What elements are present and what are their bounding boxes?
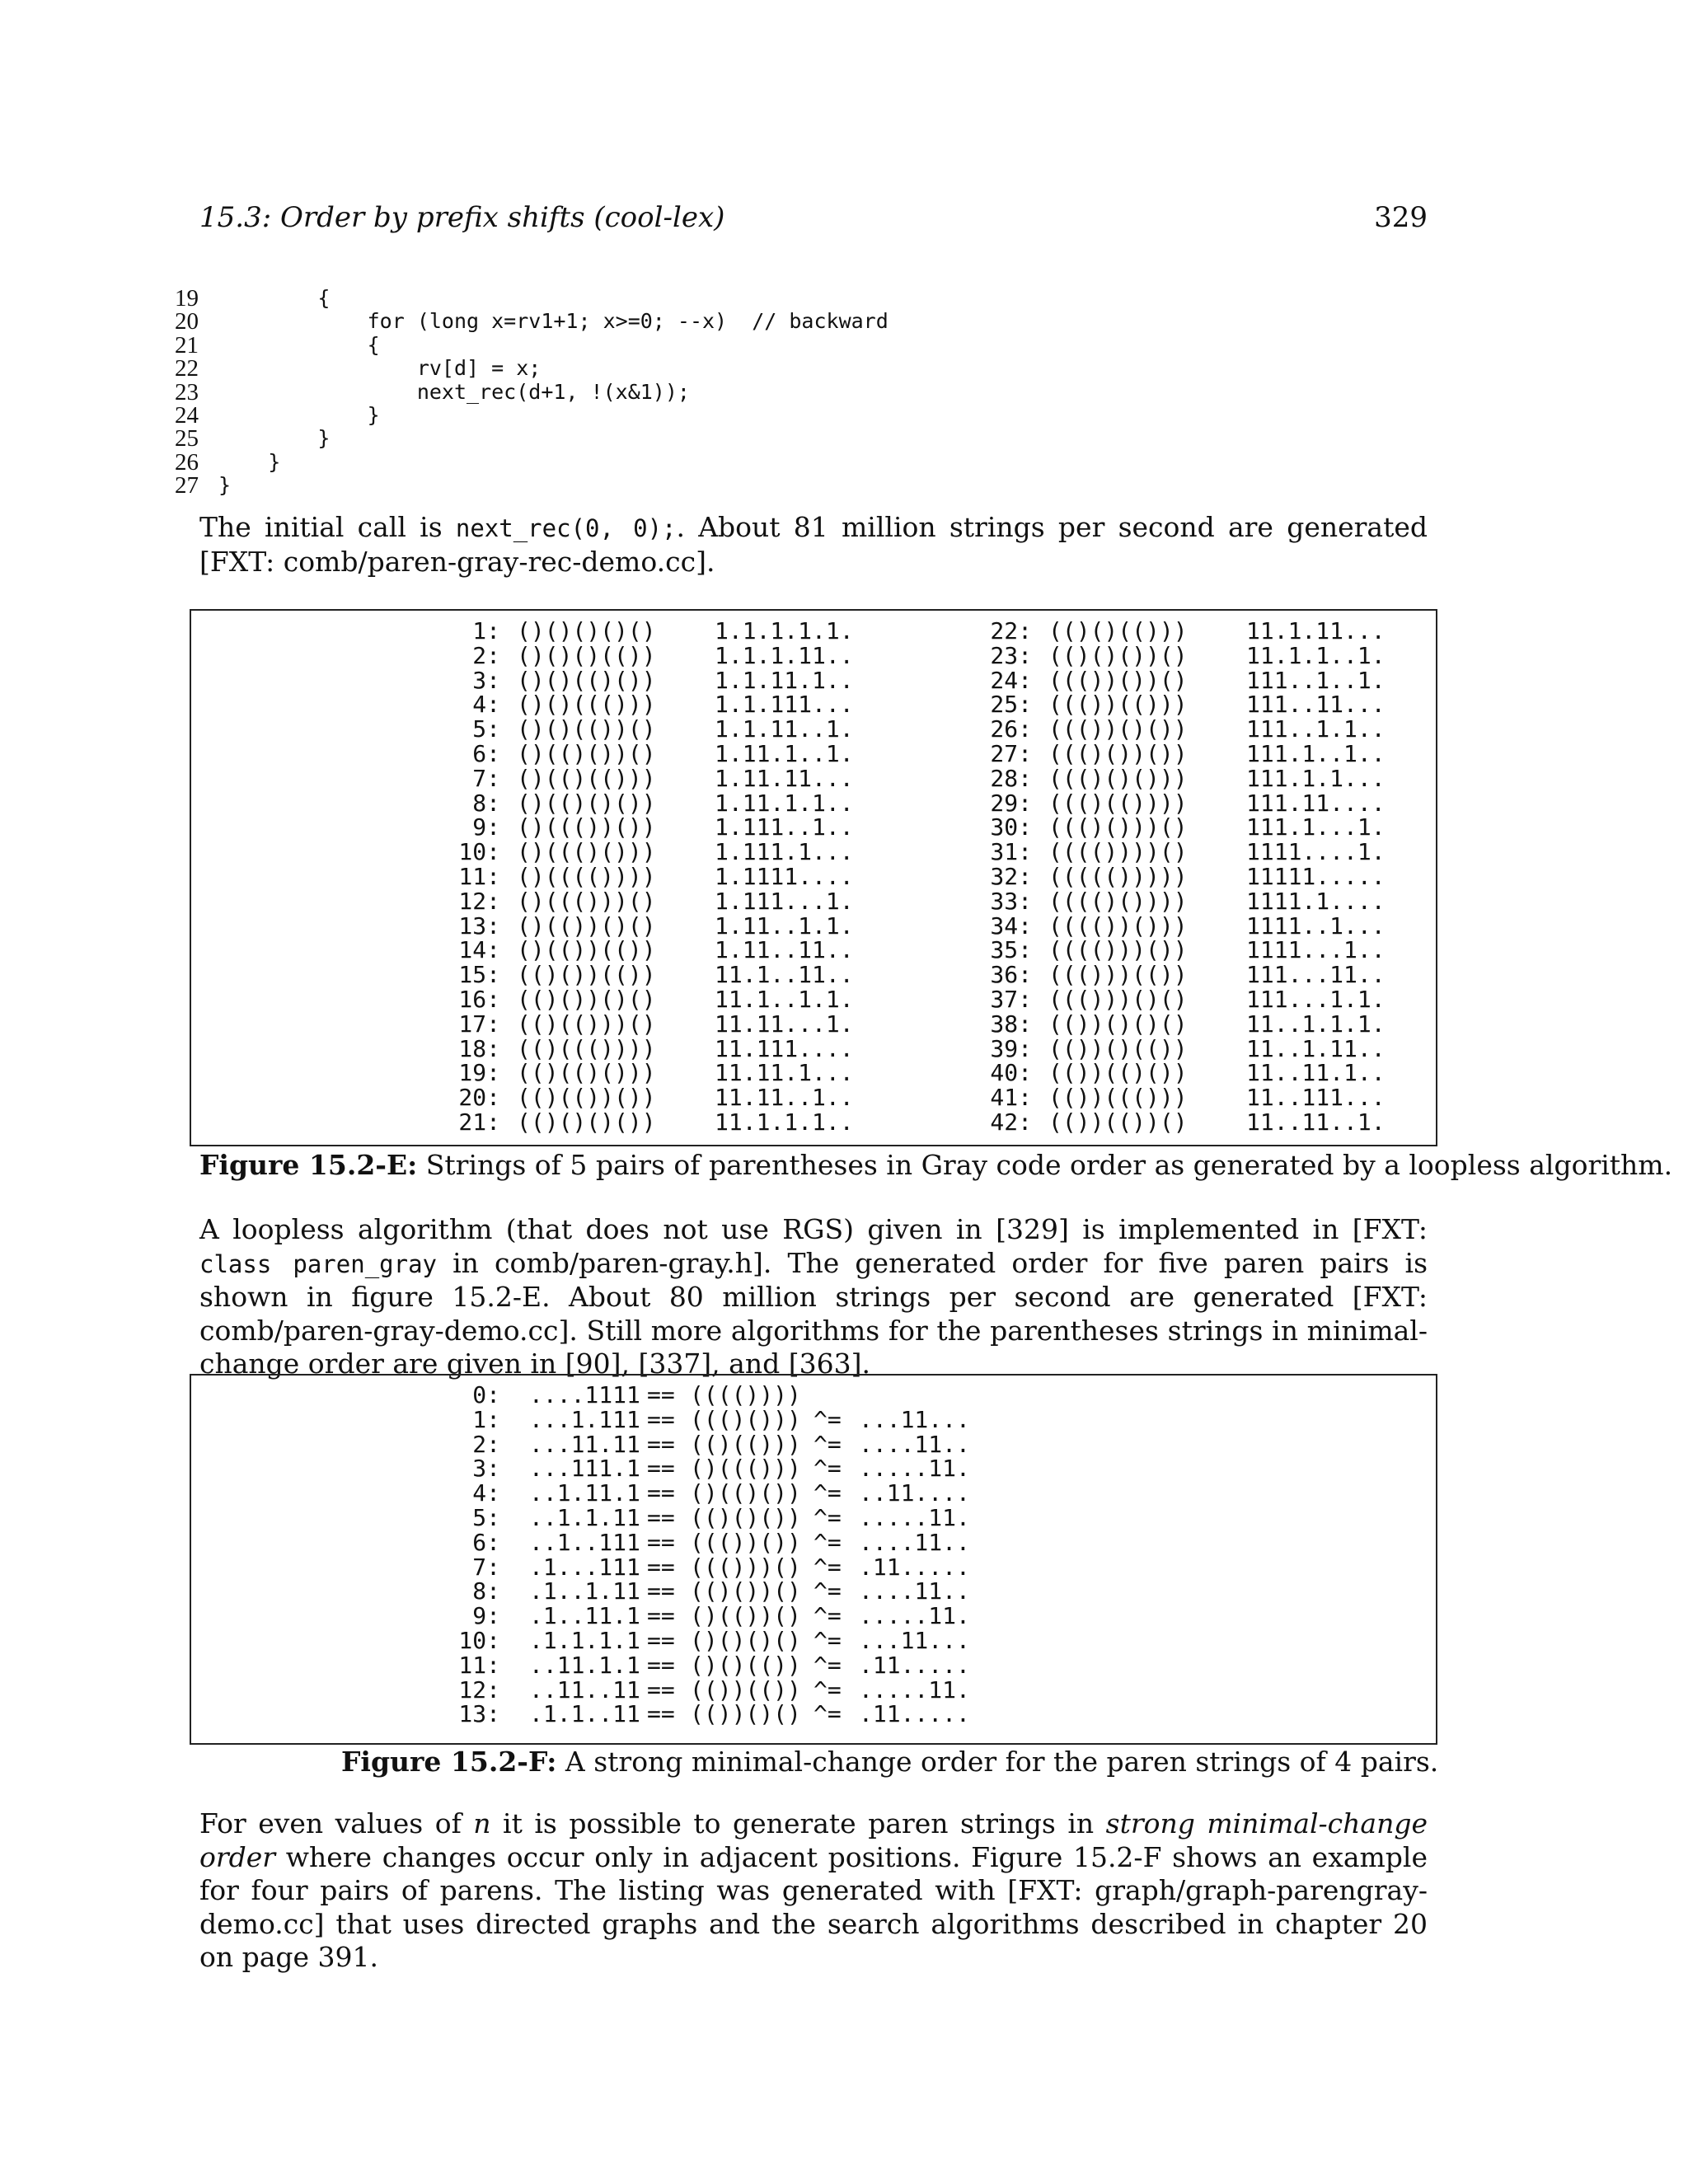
- code-line: [169, 425, 331, 452]
- code-line: [169, 401, 380, 429]
- inline-code: class paren_gray: [199, 1249, 437, 1278]
- delta-set: ..1.1.11: [529, 1504, 640, 1531]
- paren-string: ()(()())(): [517, 740, 656, 767]
- code-listing: [169, 285, 889, 499]
- delta-set: 111..1.1..: [1246, 715, 1386, 743]
- delta-set: 1.11.1..1.: [715, 740, 854, 767]
- line-number: 25: [175, 425, 199, 452]
- row-index: 4:: [472, 1479, 500, 1507]
- paren-string: (())(()): [690, 1675, 801, 1704]
- row-index: 24:: [990, 666, 1032, 694]
- code-line: [169, 285, 331, 312]
- paren-string: (()())(()): [517, 961, 656, 989]
- xor-difference: .....11.: [859, 1455, 970, 1483]
- paren-string: ((()())()): [1048, 740, 1188, 767]
- delta-set: 111..1..1.: [1246, 666, 1386, 694]
- row-index: 5:: [472, 715, 500, 743]
- line-number: 19: [175, 285, 199, 312]
- code-text: }: [218, 426, 331, 451]
- delta-set: 11..11.1..: [1246, 1059, 1386, 1087]
- equals-sign: ==: [647, 1405, 675, 1433]
- paren-string: ()()()(()): [517, 641, 656, 669]
- delta-set: ..1.11.1: [529, 1479, 640, 1507]
- paren-string: (()(())): [690, 1430, 801, 1458]
- line-number: 26: [175, 448, 199, 476]
- xor-difference: .11.....: [859, 1553, 970, 1581]
- row-index: 41:: [990, 1084, 1032, 1112]
- row-index: 38:: [990, 1010, 1032, 1038]
- delta-set: 1111..1...: [1246, 912, 1386, 940]
- equals-sign: ==: [647, 1700, 675, 1728]
- code-line: [169, 472, 232, 499]
- paren-string: (()()()): [690, 1504, 801, 1531]
- delta-set: 11.1.1..1.: [1246, 641, 1386, 669]
- code-text: rv[d] = x;: [218, 356, 542, 381]
- delta-set: .1.1..11: [529, 1700, 640, 1728]
- row-index: 40:: [990, 1059, 1032, 1087]
- row-index: 14:: [458, 936, 500, 964]
- delta-set: 1111...1..: [1246, 936, 1386, 964]
- paren-string: (((()()))): [1048, 887, 1188, 915]
- xor-difference: .11.....: [859, 1700, 970, 1728]
- delta-set: 1.111..1..: [715, 813, 854, 841]
- row-index: 25:: [990, 691, 1032, 719]
- page-number: 329: [1374, 201, 1428, 234]
- row-index: 20:: [458, 1084, 500, 1112]
- paren-string: ((()()())): [1048, 764, 1188, 792]
- paren-string: ()()(()): [690, 1651, 801, 1679]
- line-number: 27: [175, 472, 199, 499]
- row-index: 1:: [472, 1405, 500, 1433]
- delta-set: 11.1.11...: [1246, 617, 1386, 644]
- paren-string: ((())()): [690, 1528, 801, 1556]
- delta-set: 1111.1....: [1246, 887, 1386, 915]
- paren-string: (((())))(): [1048, 838, 1188, 866]
- delta-set: 11.1..11..: [715, 961, 854, 989]
- row-index: 13:: [458, 1700, 500, 1728]
- running-title: 15.3: Order by prefix shifts (cool-lex): [199, 201, 725, 234]
- delta-set: 111.1.1...: [1246, 764, 1386, 792]
- delta-set: ...1.111: [529, 1405, 640, 1433]
- xor-sign: ^=: [814, 1675, 842, 1704]
- delta-set: 1.11..1.1.: [715, 912, 854, 940]
- row-index: 6:: [472, 740, 500, 767]
- row-index: 12:: [458, 1675, 500, 1704]
- equals-sign: ==: [647, 1479, 675, 1507]
- row-index: 3:: [472, 666, 500, 694]
- xor-difference: .11.....: [859, 1651, 970, 1679]
- delta-set: 1.1111....: [715, 863, 854, 890]
- paren-string: ()((())()): [517, 813, 656, 841]
- paren-string: ()()(())(): [517, 715, 656, 743]
- row-index: 2:: [472, 641, 500, 669]
- delta-set: .1...111: [529, 1553, 640, 1581]
- code-text: for (long x=rv1+1; x>=0; --x) // backward: [218, 309, 889, 334]
- paren-string: ((()))()(): [1048, 986, 1188, 1013]
- paren-string: ()((()())): [517, 838, 656, 866]
- line-number: 20: [175, 308, 199, 335]
- xor-sign: ^=: [814, 1553, 842, 1581]
- delta-set: 111...1.1.: [1246, 986, 1386, 1013]
- delta-set: 11111.....: [1246, 863, 1386, 890]
- row-index: 34:: [990, 912, 1032, 940]
- delta-set: 1.1.111...: [715, 691, 854, 719]
- code-line: [169, 355, 542, 382]
- line-number: 24: [175, 401, 199, 429]
- paren-string: (()())()(): [517, 986, 656, 1013]
- delta-set: 11.1..1.1.: [715, 986, 854, 1013]
- row-index: 17:: [458, 1010, 500, 1038]
- row-index: 5:: [472, 1504, 500, 1531]
- row-index: 28:: [990, 764, 1032, 792]
- paragraph-loopless-algorithm: A loopless algorithm (that does not use RGS) given in [329] is implemented in [FXT: class paren_gray in comb/paren-gray.h]. The generated order for five paren pairs is shown in figure 15.2-E. About 80 million strings per second are generated [FXT: comb/paren-gray-demo.cc]. Still more algorithms for the parentheses strings in minimal-change order are given in [90], [337], and [363].: [199, 1213, 1428, 1380]
- paren-string: (()((()))): [517, 1034, 656, 1062]
- row-index: 31:: [990, 838, 1032, 866]
- paren-string: ()()()(): [690, 1627, 801, 1654]
- delta-set: 111.11....: [1246, 789, 1386, 817]
- xor-sign: ^=: [814, 1577, 842, 1605]
- code-line: [169, 448, 281, 476]
- row-index: 9:: [472, 813, 500, 841]
- row-index: 19:: [458, 1059, 500, 1087]
- code-line: [169, 331, 380, 359]
- equals-sign: ==: [647, 1504, 675, 1531]
- delta-set: 1.111...1.: [715, 887, 854, 915]
- paren-string: (())()(): [690, 1700, 801, 1728]
- paren-string: (()(())()): [517, 1084, 656, 1112]
- paren-string: ((()()))(): [1048, 813, 1188, 841]
- paren-string: ()(()()()): [517, 789, 656, 817]
- paren-string: ()()(()()): [517, 666, 656, 694]
- equals-sign: ==: [647, 1430, 675, 1458]
- row-index: 26:: [990, 715, 1032, 743]
- paren-string: ()()()()(): [517, 617, 656, 644]
- row-index: 35:: [990, 936, 1032, 964]
- paren-string: (()(()())): [517, 1059, 656, 1087]
- row-index: 4:: [472, 691, 500, 719]
- row-index: 6:: [472, 1528, 500, 1556]
- paren-string: ((()))(): [690, 1553, 801, 1581]
- xor-difference: ..11....: [859, 1479, 970, 1507]
- delta-set: 11..11..1.: [1246, 1108, 1386, 1136]
- paren-string: ()(())(()): [517, 936, 656, 964]
- code-text: {: [218, 332, 380, 357]
- paren-string: (((())())): [1048, 912, 1188, 940]
- xor-sign: ^=: [814, 1430, 842, 1458]
- figure-15-2-E-box: [190, 609, 1437, 1146]
- inline-code: next_rec(0, 0);: [455, 514, 677, 542]
- paren-string: ()(())()(): [517, 912, 656, 940]
- paren-string: ((()))(()): [1048, 961, 1188, 989]
- line-number: 23: [175, 378, 199, 405]
- row-index: 9:: [472, 1602, 500, 1630]
- paren-string: ()(((()))): [517, 863, 656, 890]
- code-text: next_rec(d+1, !(x&1));: [218, 379, 690, 404]
- xor-sign: ^=: [814, 1528, 842, 1556]
- row-index: 7:: [472, 764, 500, 792]
- equals-sign: ==: [647, 1627, 675, 1654]
- equals-sign: ==: [647, 1675, 675, 1704]
- paren-string: ()(()(())): [517, 764, 656, 792]
- xor-difference: ....11..: [859, 1528, 970, 1556]
- delta-set: 1.11..11..: [715, 936, 854, 964]
- row-index: 0:: [472, 1381, 500, 1408]
- row-index: 1:: [472, 617, 500, 644]
- delta-set: 11.11..1..: [715, 1084, 854, 1112]
- xor-sign: ^=: [814, 1627, 842, 1654]
- line-number: 21: [175, 331, 199, 359]
- delta-set: ..11..11: [529, 1675, 640, 1704]
- xor-difference: ....11..: [859, 1430, 970, 1458]
- xor-difference: ....11..: [859, 1577, 970, 1605]
- paren-string: ((())())(): [1048, 666, 1188, 694]
- row-index: 21:: [458, 1108, 500, 1136]
- row-index: 10:: [458, 1627, 500, 1654]
- delta-set: 1.1.11..1.: [715, 715, 854, 743]
- page-header: [199, 201, 1428, 242]
- paren-string: ((()(()))): [1048, 789, 1188, 817]
- paren-string: ()(()()): [690, 1479, 801, 1507]
- paren-string: (())()()(): [1048, 1010, 1188, 1038]
- figure-15-2-F-box: [190, 1374, 1437, 1745]
- row-index: 2:: [472, 1430, 500, 1458]
- equals-sign: ==: [647, 1602, 675, 1630]
- paren-string: ((())()()): [1048, 715, 1188, 743]
- delta-set: 11..1.11..: [1246, 1034, 1386, 1062]
- row-index: 8:: [472, 1577, 500, 1605]
- paren-string: (())()(()): [1048, 1034, 1188, 1062]
- delta-set: .1..11.1: [529, 1602, 640, 1630]
- paragraph-strong-minimal-change: For even values of n it is possible to generate paren strings in strong minimal-change order where changes occur only in adjacent positions. Figure 15.2-F shows an example for four pairs of parens. The listing was generated with [FXT: graph/graph-parengray-demo.cc] that uses directed graphs and the search algorithms described in chapter 20 on page 391.: [199, 1807, 1428, 1973]
- equals-sign: ==: [647, 1651, 675, 1679]
- delta-set: .1..1.11: [529, 1577, 640, 1605]
- delta-set: 111.1...1.: [1246, 813, 1386, 841]
- paren-string: ((((())))): [1048, 863, 1188, 890]
- row-index: 42:: [990, 1108, 1032, 1136]
- xor-difference: .....11.: [859, 1675, 970, 1704]
- paren-string: ()((()))(): [517, 887, 656, 915]
- equals-sign: ==: [647, 1528, 675, 1556]
- xor-sign: ^=: [814, 1455, 842, 1483]
- row-index: 27:: [990, 740, 1032, 767]
- row-index: 36:: [990, 961, 1032, 989]
- row-index: 16:: [458, 986, 500, 1013]
- row-index: 10:: [458, 838, 500, 866]
- xor-sign: ^=: [814, 1504, 842, 1531]
- code-text: }: [218, 402, 380, 427]
- xor-sign: ^=: [814, 1651, 842, 1679]
- row-index: 8:: [472, 789, 500, 817]
- delta-set: 1111....1.: [1246, 838, 1386, 866]
- delta-set: 1.11.1.1..: [715, 789, 854, 817]
- xor-sign: ^=: [814, 1700, 842, 1728]
- row-index: 39:: [990, 1034, 1032, 1062]
- delta-set: 1.1.11.1..: [715, 666, 854, 694]
- equals-sign: ==: [647, 1455, 675, 1483]
- xor-sign: ^=: [814, 1602, 842, 1630]
- row-index: 30:: [990, 813, 1032, 841]
- paren-string: (()(()))(): [517, 1010, 656, 1038]
- paren-string: (())((())): [1048, 1084, 1188, 1112]
- line-number: 22: [175, 355, 199, 382]
- figure-15-2-E-caption: Figure 15.2-E: Strings of 5 pairs of parentheses in Gray code order as generated by a loopless algorithm.: [199, 1149, 1673, 1181]
- code-text: {: [218, 286, 331, 310]
- row-index: 22:: [990, 617, 1032, 644]
- delta-set: 11.11.1...: [715, 1059, 854, 1087]
- xor-sign: ^=: [814, 1405, 842, 1433]
- paragraph-initial-call: The initial call is next_rec(0, 0);. About 81 million strings per second are generated [FXT: comb/paren-gray-rec-demo.cc].: [199, 511, 1428, 578]
- delta-set: 11.11...1.: [715, 1010, 854, 1038]
- xor-difference: .....11.: [859, 1504, 970, 1531]
- paren-string: (((()))): [690, 1381, 801, 1408]
- delta-set: 1.1.1.11..: [715, 641, 854, 669]
- paren-string: (())(()()): [1048, 1059, 1188, 1087]
- delta-set: 1.111.1...: [715, 838, 854, 866]
- paren-string: ()()((())): [517, 691, 656, 719]
- row-index: 12:: [458, 887, 500, 915]
- delta-set: ...111.1: [529, 1455, 640, 1483]
- paren-string: (()())(): [690, 1577, 801, 1605]
- paren-string: (()()(())): [1048, 617, 1188, 644]
- row-index: 37:: [990, 986, 1032, 1013]
- delta-set: ..11.1.1: [529, 1651, 640, 1679]
- delta-set: .1.1.1.1: [529, 1627, 640, 1654]
- row-index: 33:: [990, 887, 1032, 915]
- equals-sign: ==: [647, 1553, 675, 1581]
- delta-set: 11.1.1.1..: [715, 1108, 854, 1136]
- row-index: 3:: [472, 1455, 500, 1483]
- paren-string: ((()())): [690, 1405, 801, 1433]
- row-index: 23:: [990, 641, 1032, 669]
- equals-sign: ==: [647, 1577, 675, 1605]
- figure-15-2-F-caption: Figure 15.2-F: A strong minimal-change order for the paren strings of 4 pairs.: [341, 1746, 1439, 1778]
- delta-set: ..1..111: [529, 1528, 640, 1556]
- equals-sign: ==: [647, 1381, 675, 1408]
- row-index: 18:: [458, 1034, 500, 1062]
- delta-set: 1.11.11...: [715, 764, 854, 792]
- delta-set: 111..11...: [1246, 691, 1386, 719]
- row-index: 15:: [458, 961, 500, 989]
- code-line: [169, 308, 889, 335]
- xor-difference: ...11...: [859, 1627, 970, 1654]
- delta-set: 11..1.1.1.: [1246, 1010, 1386, 1038]
- code-text: }: [218, 473, 232, 498]
- row-index: 13:: [458, 912, 500, 940]
- paren-string: ()((())): [690, 1455, 801, 1483]
- row-index: 29:: [990, 789, 1032, 817]
- row-index: 32:: [990, 863, 1032, 890]
- row-index: 7:: [472, 1553, 500, 1581]
- delta-set: 11..111...: [1246, 1084, 1386, 1112]
- delta-set: 111...11..: [1246, 961, 1386, 989]
- row-index: 11:: [458, 1651, 500, 1679]
- paren-string: ()(())(): [690, 1602, 801, 1630]
- paren-string: ((())(())): [1048, 691, 1188, 719]
- code-line: [169, 378, 690, 405]
- xor-difference: .....11.: [859, 1602, 970, 1630]
- xor-difference: ...11...: [859, 1405, 970, 1433]
- paren-string: (((()))()): [1048, 936, 1188, 964]
- paren-string: (())(())(): [1048, 1108, 1188, 1136]
- delta-set: 11.111....: [715, 1034, 854, 1062]
- paren-string: (()()())(): [1048, 641, 1188, 669]
- delta-set: 111.1..1..: [1246, 740, 1386, 767]
- code-text: }: [218, 449, 281, 474]
- paren-string: (()()()()): [517, 1108, 656, 1136]
- delta-set: 1.1.1.1.1.: [715, 617, 854, 644]
- delta-set: ...11.11: [529, 1430, 640, 1458]
- xor-sign: ^=: [814, 1479, 842, 1507]
- row-index: 11:: [458, 863, 500, 890]
- delta-set: ....1111: [529, 1381, 640, 1408]
